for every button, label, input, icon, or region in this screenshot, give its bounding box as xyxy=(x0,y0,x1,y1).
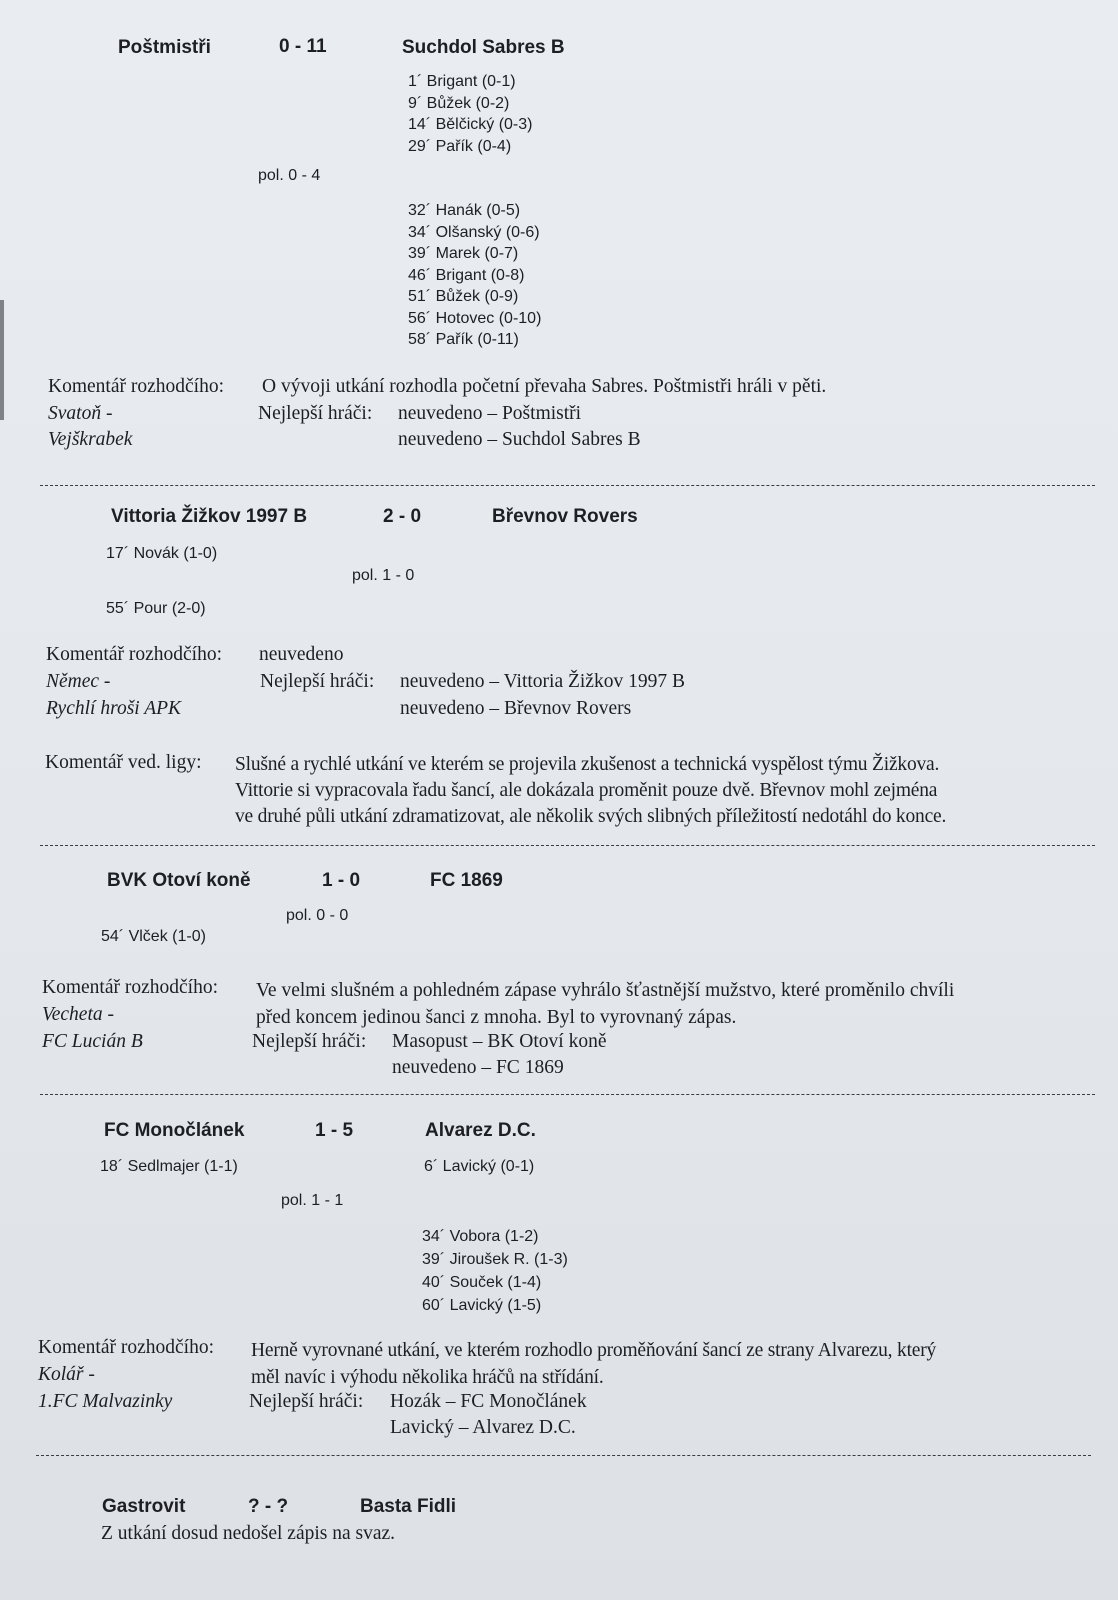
goal-entry: 39´ Marek (0-7) xyxy=(408,245,519,262)
referee-comment-label: Komentář rozhodčího: xyxy=(42,977,218,998)
home-team: Gastrovit xyxy=(102,1496,186,1517)
halftime-score: pol. 1 - 1 xyxy=(281,1192,344,1209)
goal-entry: 39´ Jiroušek R. (1-3) xyxy=(422,1251,568,1268)
goal-entry: 56´ Hotovec (0-10) xyxy=(408,309,542,327)
goal-entry: 18´ Sedlmajer (1-1) xyxy=(100,1158,238,1175)
goal-entry: 32´ Hanák (0-5) xyxy=(408,202,521,219)
score: 1 - 5 xyxy=(315,1120,354,1141)
league-comment-line: Slušné a rychlé utkání ve kterém se projevila zkušenost a technická vyspělost týmu Žižkova. xyxy=(235,754,940,775)
dashed-separator xyxy=(36,1455,1091,1456)
referee-comment-label: Komentář rozhodčího: xyxy=(46,644,222,665)
league-comment-label: Komentář ved. ligy: xyxy=(45,752,202,773)
goal-entry: 29´ Pařík (0-4) xyxy=(408,137,512,155)
home-team: FC Monočlánek xyxy=(104,1120,245,1141)
referee-comment-line: Ve velmi slušném a pohledném zápase vyhrálo šťastnější mužstvo, které proměnilo chvíli xyxy=(256,980,955,1001)
goal-entry: 34´ Olšanský (0-6) xyxy=(408,223,540,241)
goal-entry: 60´ Lavický (1-5) xyxy=(422,1297,542,1314)
score: 0 - 11 xyxy=(279,36,327,57)
away-team: Suchdol Sabres B xyxy=(402,37,565,58)
referee-name: Němec - xyxy=(46,671,111,692)
home-team: Vittoria Žižkov 1997 B xyxy=(111,506,308,527)
page-edge-shadow xyxy=(0,300,4,420)
dashed-separator xyxy=(40,845,1095,846)
best-player-away: neuvedeno – Suchdol Sabres B xyxy=(398,429,641,450)
goal-list xyxy=(408,71,532,157)
best-player-home: Masopust – BK Otoví koně xyxy=(392,1031,607,1052)
goal-entry: 1´ Brigant (0-1) xyxy=(408,73,516,90)
referee-name: Vecheta - xyxy=(42,1004,115,1025)
dashed-separator xyxy=(40,485,1095,486)
referee-comment xyxy=(251,1337,936,1391)
goal-entry: 34´ Vobora (1-2) xyxy=(422,1228,539,1245)
referee-comment: neuvedeno xyxy=(259,644,344,665)
goal-entry: 55´ Pour (2-0) xyxy=(106,600,206,617)
league-comment-line: ve druhé půli utkání zdramatizovat, ale několik svých slibných příležitostí nedotáhl do konce. xyxy=(235,806,947,827)
referee-club: Vejškrabek xyxy=(48,429,133,450)
goal-entry: 54´ Vlček (1-0) xyxy=(101,928,206,945)
goal-entry: 51´ Bůžek (0-9) xyxy=(408,288,519,305)
goal-list xyxy=(408,200,541,351)
best-players-label: Nejlepší hráči: xyxy=(260,671,375,692)
best-player-away: Lavický – Alvarez D.C. xyxy=(390,1417,576,1438)
league-comment xyxy=(235,752,946,830)
away-team: FC 1869 xyxy=(430,870,503,891)
referee-comment xyxy=(256,977,954,1031)
away-team: Basta Fidli xyxy=(360,1496,457,1517)
referee-comment-label: Komentář rozhodčího: xyxy=(38,1337,214,1358)
goal-entry: 6´ Lavický (0-1) xyxy=(424,1158,535,1175)
away-team: Břevnov Rovers xyxy=(492,506,638,527)
best-player-home: neuvedeno – Vittoria Žižkov 1997 B xyxy=(400,671,685,692)
dashed-separator xyxy=(40,1094,1095,1095)
best-player-home: neuvedeno – Poštmistři xyxy=(398,403,582,424)
away-team: Alvarez D.C. xyxy=(425,1120,536,1141)
referee-comment-line: měl navíc i výhodu několika hráčů na střídání. xyxy=(251,1367,604,1388)
halftime-score: pol. 1 - 0 xyxy=(352,567,415,584)
goal-entry: 17´ Novák (1-0) xyxy=(106,545,218,562)
referee-comment-line: před koncem jedinou šanci z mnoha. Byl to vyrovnaný zápas. xyxy=(256,1007,737,1028)
goal-entry: 9´ Bůžek (0-2) xyxy=(408,94,510,112)
referee-club: 1.FC Malvazinky xyxy=(38,1391,173,1412)
best-player-away: neuvedeno – Břevnov Rovers xyxy=(400,698,632,719)
home-team: Poštmistři xyxy=(118,37,211,58)
score: ? - ? xyxy=(248,1496,289,1517)
missing-report-note: Z utkání dosud nedošel zápis na svaz. xyxy=(101,1523,396,1544)
referee-comment-label: Komentář rozhodčího: xyxy=(48,376,224,397)
referee-club: FC Lucián B xyxy=(42,1031,143,1052)
referee-club: Rychlí hroši APK xyxy=(46,698,182,719)
referee-name: Kolář - xyxy=(38,1364,95,1385)
goal-entry: 58´ Pařík (0-11) xyxy=(408,331,519,348)
referee-comment: O vývoji utkání rozhodla početní převaha Sabres. Poštmistři hráli v pěti. xyxy=(262,376,827,397)
best-players-label: Nejlepší hráči: xyxy=(258,403,373,424)
goal-list xyxy=(422,1225,568,1317)
league-comment-line: Vittorie si vypracovala řadu šancí, ale dokázala proměnit pouze dvě. Břevnov mohl zejména xyxy=(235,780,938,801)
goal-entry: 40´ Souček (1-4) xyxy=(422,1274,542,1291)
halftime-score: pol. 0 - 0 xyxy=(286,907,349,924)
referee-comment-line: Herně vyrovnané utkání, ve kterém rozhodlo proměňování šancí ze strany Alvarezu, který xyxy=(251,1340,937,1361)
referee-name: Svatoň - xyxy=(48,403,113,424)
halftime-score: pol. 0 - 4 xyxy=(258,167,321,184)
best-players-label: Nejlepší hráči: xyxy=(252,1031,367,1052)
goal-entry: 14´ Bělčický (0-3) xyxy=(408,116,533,133)
best-player-away: neuvedeno – FC 1869 xyxy=(392,1057,564,1078)
best-player-home: Hozák – FC Monočlánek xyxy=(390,1391,587,1412)
best-players-label: Nejlepší hráči: xyxy=(249,1391,364,1412)
score: 1 - 0 xyxy=(322,870,361,891)
score: 2 - 0 xyxy=(383,506,422,527)
home-team: BVK Otoví koně xyxy=(107,870,251,891)
goal-entry: 46´ Brigant (0-8) xyxy=(408,266,525,284)
